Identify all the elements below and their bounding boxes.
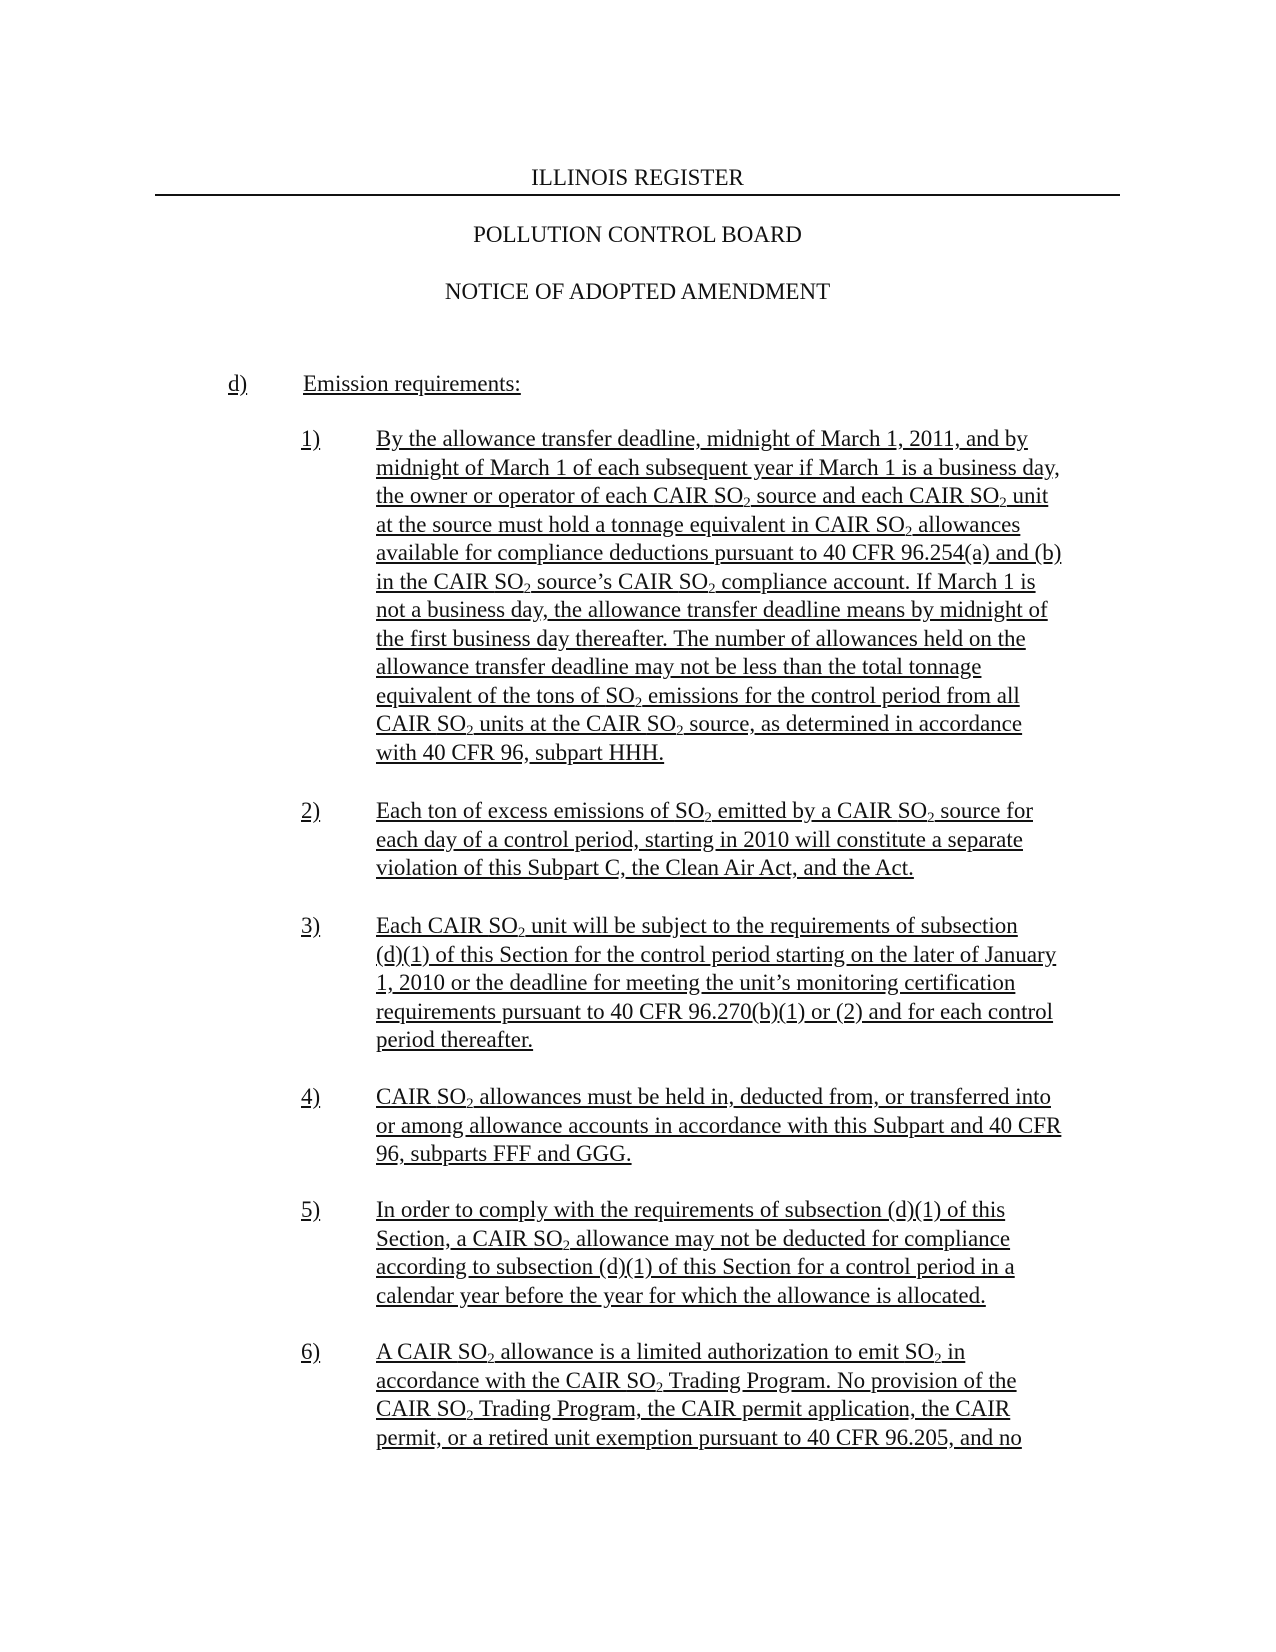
item-text — [376, 1083, 1116, 1169]
text-line: period thereafter. — [376, 1027, 534, 1052]
text-line: 1, 2010 or the deadline for meeting the unit’s monitoring certification — [376, 970, 1016, 995]
text-line: according to subsection (d)(1) of this Section for a control period in a — [376, 1254, 1015, 1279]
text-line: By the allowance transfer deadline, midnight of March 1, 2011, and by — [376, 426, 1028, 451]
text-line: accordance with the CAIR $SO_2$ Trading Program. No provision of the — [376, 1367, 1017, 1396]
text-line: Each CAIR $SO_2$ unit will be subject to the requirements of subsection — [376, 913, 1018, 941]
item-text — [376, 797, 1116, 883]
text-line: the first business day thereafter. The number of allowances held on the — [376, 625, 1026, 651]
item-number: 2) — [301, 798, 321, 823]
text-line: each day of a control period, starting in 2010 will constitute a separate — [376, 826, 1023, 852]
text-line: in the CAIR $SO_2$ source’s CAIR $SO_2$ compliance account. If March 1 is — [376, 568, 1036, 597]
text-line: calendar year before the year for which the allowance is allocated. — [376, 1282, 986, 1308]
text-line: CAIR $SO_2$ Trading Program, the CAIR permit application, the CAIR — [376, 1396, 1011, 1424]
section-marker: d) — [228, 371, 248, 396]
text-line: CAIR $SO_2$ allowances must be held in, deducted from, or transferred into — [376, 1084, 1051, 1112]
text-line: not a business day, the allowance transfer deadline means by midnight of — [376, 597, 1048, 622]
agency-name: POLLUTION CONTROL BOARD — [473, 222, 802, 247]
text-line: A CAIR $SO_2$ allowance is a limited authorization to emit $SO_2$ in — [376, 1339, 966, 1367]
section-heading: Emission requirements: — [303, 371, 521, 396]
text-line: requirements pursuant to 40 CFR 96.270(b)(1) or (2) and for each control — [376, 998, 1054, 1024]
text-line: CAIR $SO_2$ units at the CAIR $SO_2$ source, as determined in accordance — [376, 711, 1023, 739]
text-line: In order to comply with the requirements of subsection (d)(1) of this — [376, 1197, 1006, 1222]
item-number: 3) — [301, 913, 321, 938]
item-number: 5) — [301, 1197, 321, 1222]
text-line: midnight of March 1 of each subsequent year if March 1 is a business day, — [376, 454, 1060, 480]
text-line: available for compliance deductions pursuant to 40 CFR 96.254(a) and (b) — [376, 540, 1062, 565]
text-line: at the source must hold a tonnage equivalent in CAIR $SO_2$ allowances — [376, 511, 1021, 540]
text-line: allowance transfer deadline may not be less than the total tonnage — [376, 654, 982, 679]
item-number: 1) — [301, 426, 321, 451]
item-text — [376, 1338, 1116, 1452]
item-number: 6) — [301, 1339, 321, 1364]
text-line: violation of this Subpart C, the Clean Air Act, and the Act. — [376, 855, 914, 880]
text-line: (d)(1) of this Section for the control period starting on the later of January — [376, 941, 1057, 967]
item-text — [376, 912, 1116, 1055]
text-line: Each ton of excess emissions of $SO_2$ emitted by a CAIR $SO_2$ source for — [376, 798, 1033, 826]
text-line: Section, a CAIR $SO_2$ allowance may not be deducted for compliance — [376, 1225, 1011, 1254]
item-text — [376, 1196, 1116, 1310]
notice-title: NOTICE OF ADOPTED AMENDMENT — [444, 279, 831, 304]
text-line: or among allowance accounts in accordance with this Subpart and 40 CFR — [376, 1112, 1062, 1138]
text-line: with 40 CFR 96, subpart HHH. — [376, 739, 665, 765]
header-rule — [155, 194, 1120, 196]
register-title: ILLINOIS REGISTER — [531, 165, 744, 190]
item-number: 4) — [301, 1084, 321, 1109]
item-text — [376, 425, 1116, 767]
text-line: the owner or operator of each CAIR $SO_2$ source and each CAIR $SO_2$ unit — [376, 483, 1049, 511]
text-line: equivalent of the tons of $SO_2$ emissions for the control period from all — [376, 682, 1020, 711]
text-line: permit, or a retired unit exemption pursuant to 40 CFR 96.205, and no — [376, 1424, 1022, 1450]
text-line: 96, subparts FFF and GGG. — [376, 1141, 632, 1166]
